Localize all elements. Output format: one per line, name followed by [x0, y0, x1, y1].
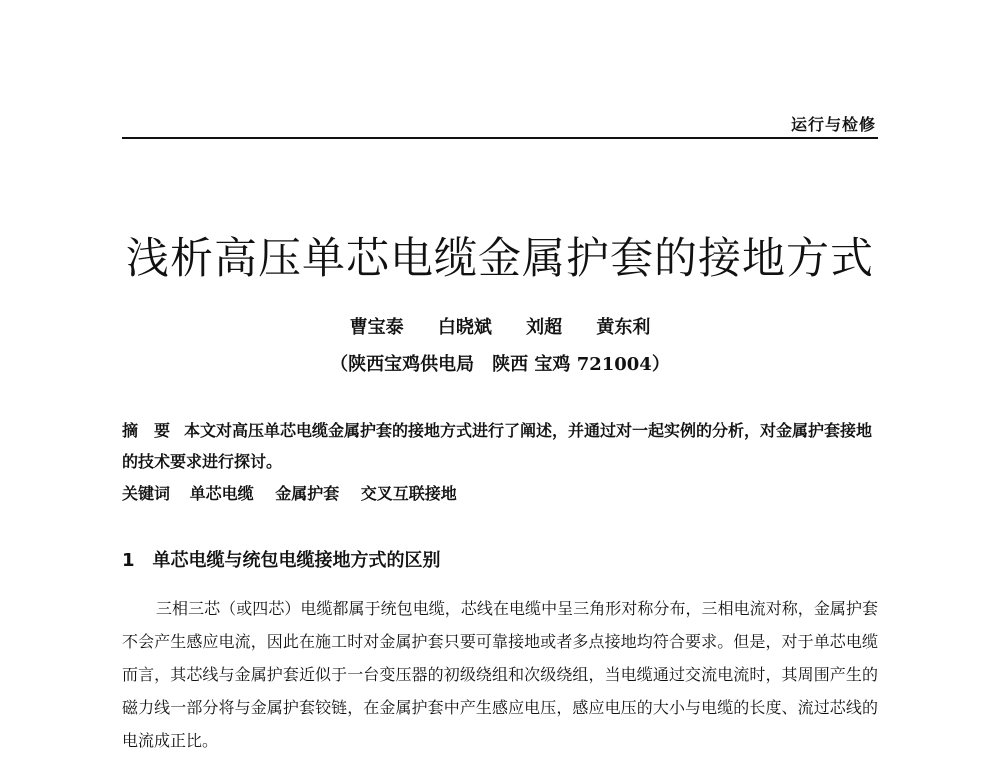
abstract [122, 415, 878, 477]
section-heading [122, 546, 441, 572]
author-name: 黄东利 [596, 317, 651, 338]
keyword: 交叉互联接地 [360, 484, 457, 503]
abstract-label: 摘 要 [122, 421, 171, 440]
section-title: 单芯电缆与统包电缆接地方式的区别 [152, 550, 441, 571]
abstract-text: 本文对高压单芯电缆金属护套的接地方式进行了阐述，并通过对一起实例的分析，对金属护套接地的技术要求进行探讨。 [122, 421, 873, 471]
article-title: 浅析高压单芯电缆金属护套的接地方式 [126, 234, 874, 284]
keywords [122, 480, 878, 508]
author-name: 刘超 [526, 317, 563, 338]
header-rule [122, 137, 878, 139]
author-affiliation: （陕西宝鸡供电局 陕西 宝鸡 721004） [330, 354, 670, 375]
author-list [0, 313, 1000, 339]
journal-column-label: 运行与检修 [790, 115, 876, 134]
keyword: 金属护套 [275, 484, 340, 503]
keywords-label: 关键词 [122, 484, 171, 503]
author-name: 曹宝泰 [349, 317, 404, 338]
body-paragraph: 三相三芯（或四芯）电缆都属于统包电缆，芯线在电缆中呈三角形对称分布，三相电流对称，金属护套不会产生感应电流，因此在施工时对金属护套只要可靠接地或者多点接地均符合要求。但是，对于单芯电缆而言，其芯线与金属护套近似于一台变压器的初级绕组和次级绕组，当电缆通过交流电流时，其周围产生的磁力线一部分将与金属护套铰链，在金属护套中产生感应电压，感应电压的大小与电缆的长度、流过芯线的电流成正比。 [122, 599, 878, 750]
keyword: 单芯电缆 [189, 484, 254, 503]
author-name: 白晓斌 [437, 317, 492, 338]
section-number: 1 [122, 550, 135, 571]
